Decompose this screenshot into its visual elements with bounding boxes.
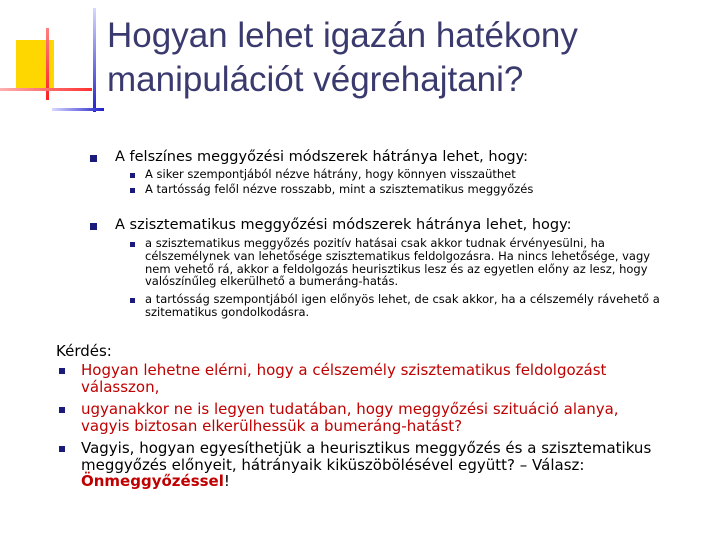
answer-suffix: ! xyxy=(223,472,230,490)
question-item-2: ugyanakkor ne is legyen tudatában, hogy meggyőzési szituáció alanya, vagyis biztosan elkerülhessük a bumeráng-hatást? xyxy=(81,400,619,435)
section-1-heading: A felszínes meggyőzési módszerek hátránya lehet, hogy: xyxy=(115,149,529,165)
deco-blue-horizontal-line xyxy=(52,108,104,111)
bullet-square-icon xyxy=(90,155,97,162)
bullet-square-icon xyxy=(90,223,97,230)
bullet-square-icon xyxy=(59,446,65,452)
question-item-3-text: Vagyis, hogyan egyesíthetjük a heurisztikus meggyőzés és a szisztematikus meggyőzés előnyeit, hátrányaik kiküszöbölésével együtt? – Válasz: xyxy=(81,439,652,474)
bullet-square-icon xyxy=(59,407,65,413)
section-2-item-2: a tartósság szempontjából igen előnyös lehet, de csak akkor, ha a célszemély rávehető a szitematikus gondolkodásra. xyxy=(145,292,660,319)
section-2-heading: A szisztematikus meggyőzési módszerek hátránya lehet, hogy: xyxy=(115,217,572,233)
deco-red-horizontal-line xyxy=(0,88,92,91)
bullet-square-icon xyxy=(130,242,135,247)
question-item-3 xyxy=(81,440,656,490)
section-1-item-1: A siker szempontjából nézve hátrány, hogy könnyen visszaüthet xyxy=(145,167,516,181)
section-1-item-2: A tartósság felől nézve rosszabb, mint a szisztematikus meggyőzés xyxy=(145,182,534,196)
answer-text: Önmeggyőzéssel xyxy=(81,472,224,490)
deco-blue-vertical-line xyxy=(93,8,96,112)
question-label: Kérdés: xyxy=(56,342,112,360)
slide-title-line-1: Hogyan lehet igazán hatékony xyxy=(107,16,578,55)
bullet-square-icon xyxy=(130,188,135,193)
section-2-item-1: a szisztematikus meggyőzés pozitív hatásai csak akkor tudnak érvényesülni, ha célszemélynek van lehetősége szisztematikus feldolgozásra. Ha nincs lehetősége, vagy nem vehető rá, akkor a feldolgozás heurisztikus lesz és az egyetlen előny az lesz, hogy valószínűleg elkerülhető a bumeráng-hatás. xyxy=(145,236,651,289)
question-item-1: Hogyan lehetne elérni, hogy a célszemély szisztematikus feldolgozást válasszon, xyxy=(81,361,607,396)
bullet-square-icon xyxy=(59,368,65,374)
slide-title xyxy=(107,14,707,102)
bullet-square-icon xyxy=(130,298,135,303)
slide-title-line-2: manipulációt végrehajtani? xyxy=(107,60,524,99)
bullet-square-icon xyxy=(130,173,135,178)
